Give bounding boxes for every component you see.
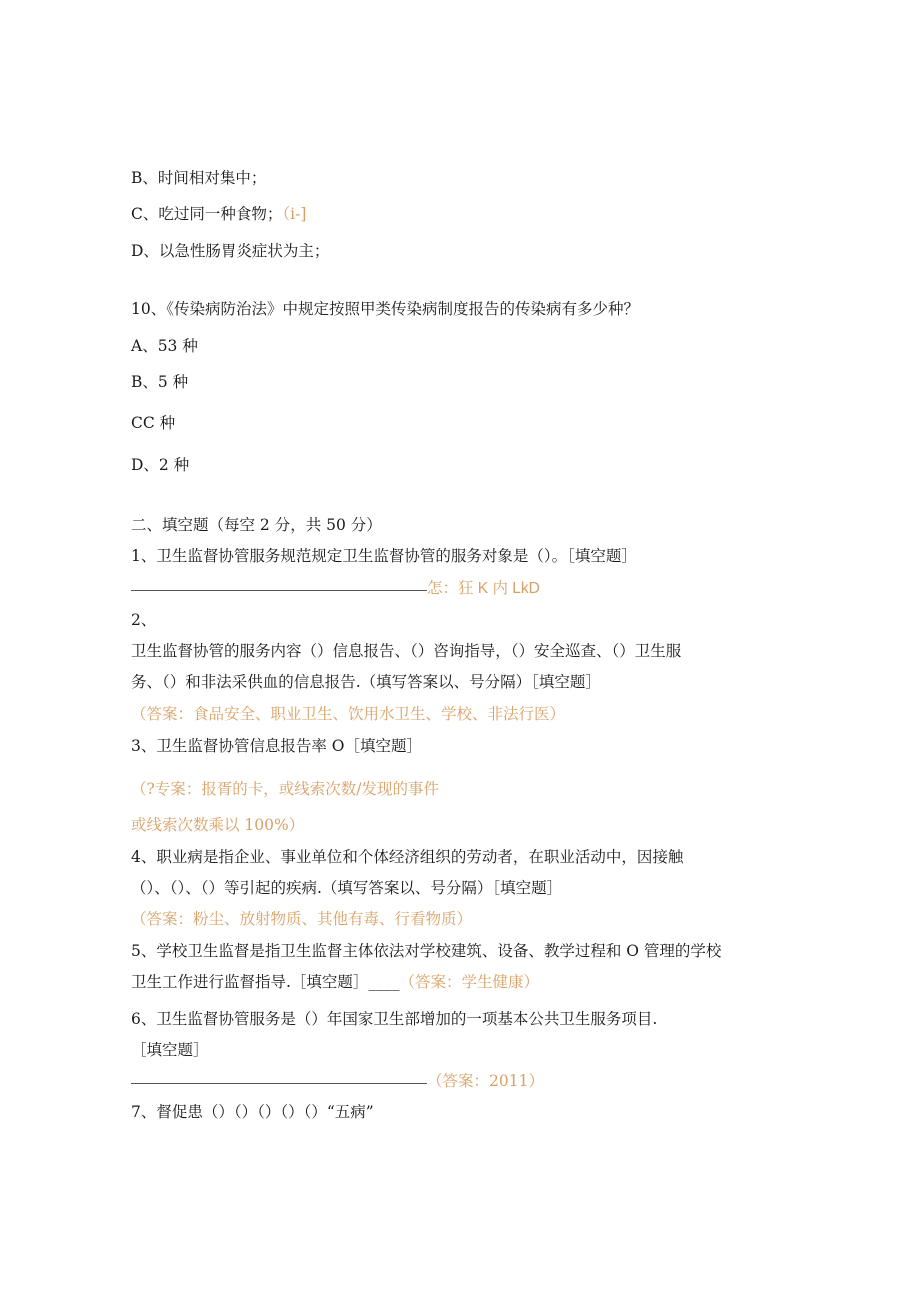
fill4-line1: 4、职业病是指企业、事业单位和个体经济组织的劳动者，在职业活动中，因接触 xyxy=(131,848,684,866)
q9-option-d: D、以急性肠胃炎症状为主； xyxy=(131,242,330,260)
fill4-answer: （答案：粉尘、放射物质、其他有毒、行看物质） xyxy=(131,910,473,928)
fill6-answer-line xyxy=(131,1070,544,1092)
fill4-line2: （）、（）、（）等引起的疾病.（填写答案以、号分隔）［填空题］ xyxy=(131,879,563,897)
fill7-question: 7、督促患（）（）（）（）（）“五病” xyxy=(131,1103,374,1121)
fill6-line2: ［填空题］ xyxy=(131,1041,209,1059)
fill2-number: 2、 xyxy=(131,611,157,629)
fill1-answer-line xyxy=(131,577,540,600)
fill3-question: 3、卫生监督协管信息报告率 O［填空题］ xyxy=(131,737,422,755)
fill1-answer: 怎：狂 K 内 LkD xyxy=(427,580,540,597)
fill5-blank: ____ xyxy=(368,973,400,991)
fill1-question: 1、卫生监督协管服务规范规定卫生监督协管的服务对象是（）。［填空题］ xyxy=(131,547,637,565)
q10-option-a: A、53 种 xyxy=(131,337,198,355)
q10-option-b: B、5 种 xyxy=(131,373,189,391)
fill5-line2-text: 卫生工作进行监督指导.［填空题］ xyxy=(131,973,369,991)
fill3-answer-line1: （?专案：报胥的卡，或线索次数/发现的事件 xyxy=(131,780,440,798)
fill1-blank xyxy=(131,580,427,591)
fill5-line1: 5、学校卫生监督是指卫生监督主体依法对学校建筑、设备、教学过程和 O 管理的学校 xyxy=(131,942,722,960)
q9-option-c-answer: （i-] xyxy=(282,205,307,223)
q9-option-b: B、时间相对集中； xyxy=(131,169,267,187)
fill2-answer: （答案：食品安全、职业卫生、饮用水卫生、学校、非法行医） xyxy=(131,705,566,723)
fill6-answer: （答案：2011） xyxy=(427,1072,544,1090)
q9-option-c xyxy=(131,203,306,225)
fill6-line1: 6、卫生监督协管服务是（）年国家卫生部增加的一项基本公共卫生服务项目. xyxy=(131,1010,658,1028)
fill5-answer: （答案：学生健康） xyxy=(399,973,539,991)
q10-option-c: CC 种 xyxy=(131,414,176,432)
q9-option-c-text: C、吃过同一种食物； xyxy=(131,205,283,223)
fill2-line1: 卫生监督协管的服务内容（）信息报告、（）咨询指导，（）安全巡查、（）卫生服 xyxy=(131,642,682,660)
q10-question: 10、《传染病防治法》中规定按照甲类传染病制度报告的传染病有多少种？ xyxy=(131,300,639,318)
fill2-line2: 务、（）和非法采供血的信息报告.（填写答案以、号分隔）［填空题］ xyxy=(131,673,601,691)
fill5-line2 xyxy=(131,971,539,993)
fill3-answer-line2: 或线索次数乘以 100%） xyxy=(131,816,305,834)
q10-option-d: D、2 种 xyxy=(131,456,190,474)
fill6-blank xyxy=(131,1073,427,1084)
section-title: 二、填空题（每空 2 分，共 50 分） xyxy=(131,516,382,534)
